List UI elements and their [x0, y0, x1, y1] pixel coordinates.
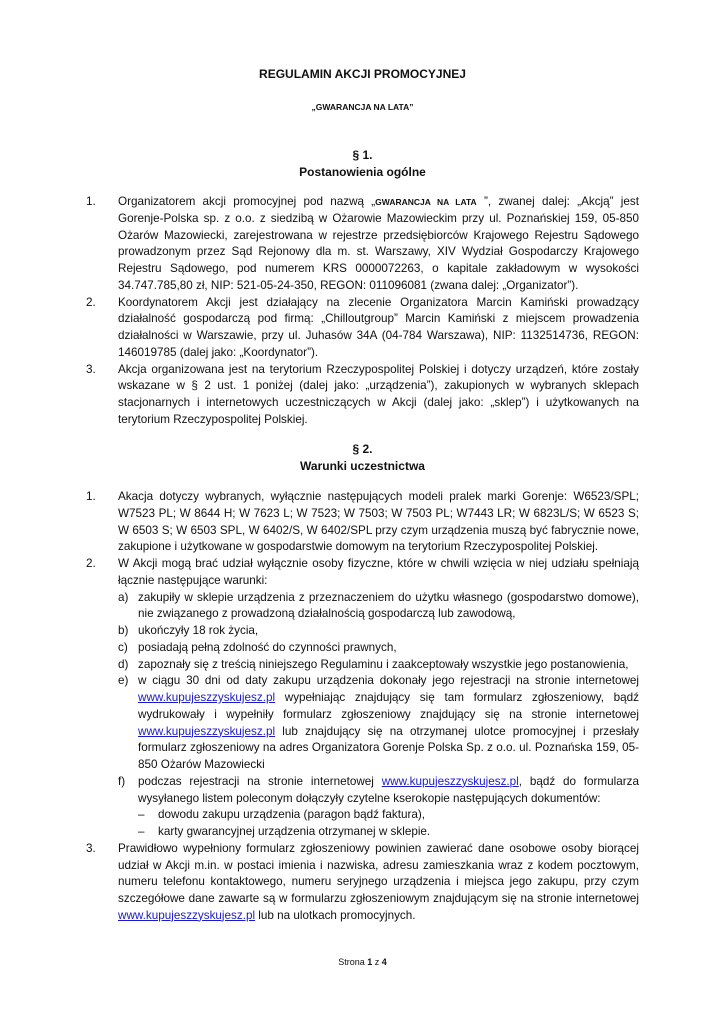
document-title: REGULAMIN AKCJI PROMOCYJNEJ [259, 67, 466, 81]
document-item [138, 824, 639, 841]
condition-b [118, 623, 639, 640]
section-2-title: Warunki uczestnictwa [300, 459, 425, 473]
condition-d [118, 657, 639, 674]
footer-page-total: 4 [381, 957, 387, 967]
footer-label: Strona [338, 957, 368, 967]
paragraph-text: ”, zwanej dalej: „Akcją” jest Gorenje-Polska sp. z o.o. z siedzibą w Ożarowie Mazowieckim przy ul. Poznańskiej 159, 05-850 Ożarów Mazowiecki, zarejestrowana w rejestrze przedsiębiorców Krajowego Rejestru Sądowego prowadzonym przez Sąd Rejonowy dla m. st. Warszawy, XIV Wydział Gospodarczy Krajowego Rejestru Sądowego, pod numerem KRS 0000072263, o kapitale zakładowym w wysokości 34.747.785,80 zł, NIP: 521-05-24-350, REGON: 011096081 (zwana dalej: „Organizator”). [118, 195, 639, 292]
footer-separator: z [372, 957, 382, 967]
website-link[interactable]: www.kupujeszzyskujesz.pl [138, 691, 276, 704]
section-1-paragraph-2 [86, 295, 639, 362]
document-item [138, 807, 639, 824]
dash-bullet: – [138, 808, 145, 822]
condition-text: zapoznały się z treścią niniejszego Regulaminu i zaakceptowały wszystkie jego postanowienia, [138, 657, 629, 671]
dash-bullet: – [138, 825, 145, 838]
website-link[interactable]: www.kupujeszzyskujesz.pl [118, 908, 256, 922]
condition-text: wypełniając znajdujący się tam formularz zgłoszeniowy, bądź wydrukowały i wypełniły formularz zgłoszeniowy znajdujący się na stronie internetowej [138, 691, 639, 721]
paragraph-number: 3. [86, 362, 96, 376]
section-1-paragraph-1 [86, 194, 639, 295]
section-2-paragraph-3 [86, 841, 639, 925]
paragraph-text: Prawidłowo wypełniony formularz zgłoszeniowy powinien zawierać dane osobowe osoby biorącej udział w Akcji m.in. w postaci imienia i nazwiska, adresu zamieszkania wraz z kodem pocztowym, numeru telefonu kontaktowego, numeru seryjnego urządzenia i miejsca jego zakupu, przy czym szczegółowe dane zawarte są w formularzu zgłoszeniowym znajdującym się na stronie internetowej [118, 841, 639, 905]
condition-letter: f) [118, 774, 126, 788]
paragraph-number: 3. [86, 841, 96, 855]
paragraph-text: Organizatorem akcji promocyjnej pod nazwą „ [118, 195, 376, 208]
conditions-list [118, 590, 639, 841]
condition-text: lub znajdujący się na otrzymanej ulotce promocyjnej i przesłały formularz zgłoszeniowy na adres Organizatora Gorenje Polska Sp. z o.o. ul. Poznańska 159, 05-850 Ożarów Mazowiecki [138, 724, 639, 771]
document-text: dowodu zakupu urządzenia (paragon bądź faktura), [158, 808, 426, 822]
condition-a [118, 590, 639, 624]
documents-list [138, 807, 639, 841]
condition-letter: b) [118, 624, 129, 637]
condition-letter: c) [118, 640, 128, 654]
document-subtitle: „GWARANCJA NA LATA” [311, 102, 414, 112]
paragraph-text: Akcja organizowana jest na terytorium Rzeczypospolitej Polskiej i dotyczy urządzeń, które zostały wskazane w § 2 ust. 1 poniżej (dalej jako: „urządzenia”), zakupionych w wybranych sklepach stacjonarnych i internetowych uczestniczących w Akcji (dalej jako: „sklep”) i użytkowanych na terytorium Rzeczypospolitej Polskiej. [118, 362, 639, 426]
condition-letter: a) [118, 590, 129, 604]
paragraph-number: 1. [86, 490, 96, 503]
condition-c [118, 640, 639, 657]
condition-text: podczas rejestracji na stronie internetowej [138, 774, 382, 788]
section-1-list [86, 194, 639, 429]
paragraph-text: Akacja dotyczy wybranych, wyłącznie następujących modeli pralek marki Gorenje: W6523/SPL; W7523 PL; W 8644 H; W 7623 L; W 7523; W 7503; W 7503 PL; W7443 LR; W 6823L/S; W 6523 S; W 6503 S; W 6503 SPL, W 6402/S, W 6402/SPL przy czym urządzenia muszą być fabrycznie nowe, zakupione i użytkowane w gospodarstwie domowym na terytorium Rzeczypospolitej Polskiej. [118, 490, 639, 554]
condition-letter: e) [118, 674, 129, 688]
paragraph-text: W Akcji mogą brać udział wyłącznie osoby fizyczne, które w chwili wzięcia w niej udziału spełniają łącznie następujące warunki: [118, 557, 639, 587]
promo-name: GWARANCJA NA LATA [375, 197, 477, 207]
paragraph-text: lub na ulotkach promocyjnych. [255, 908, 416, 922]
section-2-number: § 2. [352, 442, 373, 456]
paragraph-number: 2. [86, 295, 96, 309]
condition-f [118, 774, 639, 841]
paragraph-number: 2. [86, 557, 96, 570]
section-1-number: § 1. [352, 148, 373, 162]
condition-letter: d) [118, 657, 129, 671]
condition-text: zakupiły w sklepie urządzenia z przeznaczeniem do użytku własnego (gospodarstwo domowe), nie związanego z prowadzoną działalnością gospodarczą lub zawodową, [138, 590, 639, 621]
section-1-paragraph-3 [86, 362, 639, 429]
website-link[interactable]: www.kupujeszzyskujesz.pl [138, 724, 276, 738]
condition-e [118, 673, 639, 774]
condition-text: , bądź do formularza wysyłanego listem poleconym dołączyły czytelne kserokopie następujących dokumentów: [138, 774, 639, 805]
website-link[interactable]: www.kupujeszzyskujesz.pl [381, 774, 519, 788]
document-text: karty gwarancyjnej urządzenia otrzymanej w sklepie. [158, 825, 431, 838]
condition-text: ukończyły 18 rok życia, [138, 624, 259, 637]
section-1-title: Postanowienia ogólne [299, 165, 426, 179]
condition-text: w ciągu 30 dni od daty zakupu urządzenia dokonały jego rejestracji na stronie internetowej [138, 674, 639, 688]
footer-page-number: 1 [367, 957, 373, 967]
condition-text: posiadają pełną zdolność do czynności prawnych, [138, 640, 397, 654]
section-2-list [86, 489, 639, 925]
page-footer [0, 956, 725, 968]
paragraph-number: 1. [86, 195, 96, 208]
paragraph-text: Koordynatorem Akcji jest działający na zlecenie Organizatora Marcin Kamiński prowadzący działalność gospodarczą pod firmą: „Chilloutgroup” Marcin Kamiński z miejscem prowadzenia działalności w Warszawie, przy ul. Juhasów 34A (04-784 Warszawa), NIP: 1132514736, REGON: 146019785 (dalej jako: „Koordynator”). [118, 295, 639, 359]
section-2-paragraph-1 [86, 489, 639, 556]
section-2-paragraph-2 [86, 556, 639, 841]
